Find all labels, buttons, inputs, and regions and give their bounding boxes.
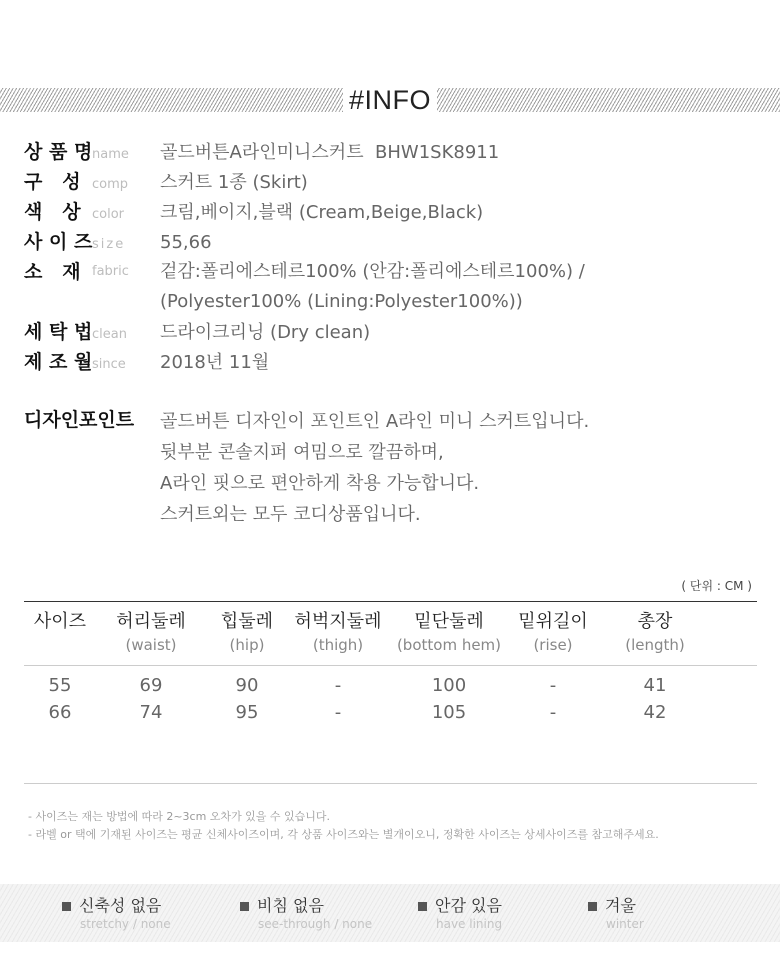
feature-stretch	[62, 896, 171, 932]
table-cell: 90	[235, 675, 259, 696]
table-cell: 74	[139, 702, 163, 723]
table-cell: 42	[643, 702, 667, 723]
design-point-line: 골드버튼 디자인이 포인트인 A라인 미니 스커트입니다.	[160, 411, 590, 432]
size-table-header	[24, 602, 757, 666]
feature-band	[0, 884, 780, 942]
design-point	[24, 406, 589, 530]
info-value: 2018년 11월	[160, 352, 270, 373]
table-row	[24, 672, 757, 699]
header-sublabel: (bottom hem)	[396, 636, 502, 654]
header-sublabel: (waist)	[125, 636, 177, 654]
table-cell: 105	[431, 702, 467, 723]
header-sublabel: (length)	[625, 636, 685, 654]
table-cell: 41	[643, 675, 667, 696]
header-label: 허리둘레	[116, 611, 186, 632]
info-value: 55,66	[160, 232, 212, 253]
table-cell: 55	[48, 675, 72, 696]
info-value: 골드버튼A라인미니스커트 BHW1SK8911	[160, 142, 500, 163]
design-point-line: A라인 핏으로 편안하게 착용 가능합니다.	[160, 473, 480, 494]
header-cell-thigh	[288, 602, 388, 665]
feature-see-through	[240, 896, 372, 932]
info-value-block	[160, 257, 585, 317]
table-cell: 66	[48, 702, 72, 723]
square-bullet-icon	[240, 902, 249, 911]
table-cell: -	[549, 675, 557, 696]
note-line: - 사이즈는 재는 방법에 따라 2~3cm 오차가 있을 수 있습니다.	[28, 810, 331, 823]
feature-label: 신축성 없음	[79, 896, 162, 915]
table-cell: 100	[431, 675, 467, 696]
square-bullet-icon	[588, 902, 597, 911]
info-value: 스커트 1종 (Skirt)	[160, 172, 308, 193]
unit-label: ( 단위 : CM )	[681, 579, 752, 593]
feature-label: 안감 있음	[435, 896, 502, 915]
table-cell: -	[334, 675, 342, 696]
header-cell-length	[596, 602, 714, 665]
size-table-body	[24, 666, 757, 784]
info-sublabel: clean	[92, 327, 127, 342]
square-bullet-icon	[62, 902, 71, 911]
info-row-color	[24, 197, 764, 227]
square-bullet-icon	[418, 902, 427, 911]
header-label: 밑위길이	[518, 611, 588, 632]
design-point-label: 디자인포인트	[24, 409, 135, 431]
info-sublabel: fabric	[92, 264, 129, 279]
header-cell-size	[24, 602, 96, 665]
info-row-clean	[24, 317, 764, 347]
section-title: #INFO	[343, 84, 437, 116]
table-cell: -	[334, 702, 342, 723]
info-row-size	[24, 227, 764, 257]
info-label: 소 재	[24, 261, 81, 283]
header-label: 허벅지둘레	[294, 611, 382, 632]
header-cell-bottom-hem	[388, 602, 510, 665]
table-row	[24, 699, 757, 726]
info-sublabel: size	[92, 237, 126, 252]
info-label: 색 상	[24, 201, 81, 223]
info-value-line2: (Polyester100% (Lining:Polyester100%))	[160, 291, 523, 312]
table-cell: 69	[139, 675, 163, 696]
design-point-text	[160, 406, 589, 530]
header-cell-rise	[510, 602, 596, 665]
feature-sublabel: have lining	[436, 917, 503, 931]
header-cell-hip	[206, 602, 288, 665]
header-label: 사이즈	[33, 611, 87, 632]
feature-sublabel: stretchy / none	[80, 917, 171, 931]
header-cell-waist	[96, 602, 206, 665]
feature-season	[588, 896, 644, 932]
info-label: 제 조 월	[24, 351, 93, 373]
feature-lining	[418, 896, 502, 932]
size-table	[24, 601, 757, 784]
feature-label: 겨울	[605, 896, 636, 915]
header-sublabel: (hip)	[229, 636, 265, 654]
product-info-list	[24, 137, 764, 377]
feature-sublabel: see-through / none	[258, 917, 373, 931]
info-value: 크림,베이지,블랙 (Cream,Beige,Black)	[160, 202, 484, 223]
header-label: 힙둘레	[220, 611, 274, 632]
info-label: 세 탁 법	[24, 321, 93, 343]
header-sublabel: (rise)	[533, 636, 573, 654]
design-point-line: 뒷부분 콘솔지퍼 여밈으로 깔끔하며,	[160, 442, 444, 463]
info-sublabel: name	[92, 147, 129, 162]
info-row-since	[24, 347, 764, 377]
note-line: - 라벨 or 택에 기재된 사이즈는 평균 신체사이즈이며, 각 상품 사이즈와는 별개이오니, 정확한 사이즈는 상세사이즈를 참고해주세요.	[28, 828, 659, 841]
info-label: 구 성	[24, 171, 81, 193]
info-label: 사 이 즈	[24, 231, 93, 253]
info-row-name	[24, 137, 764, 167]
info-label: 상 품 명	[24, 141, 93, 163]
design-point-line: 스커트외는 모두 코디상품입니다.	[160, 504, 421, 525]
feature-label: 비침 없음	[257, 896, 324, 915]
section-header	[0, 84, 780, 116]
header-label: 총장	[637, 611, 673, 632]
info-row-comp	[24, 167, 764, 197]
info-sublabel: since	[92, 357, 126, 372]
info-sublabel: color	[92, 207, 125, 222]
header-label: 밑단둘레	[414, 611, 484, 632]
table-cell: -	[549, 702, 557, 723]
info-row-fabric	[24, 257, 764, 317]
info-value: 드라이크리닝 (Dry clean)	[160, 322, 371, 343]
info-sublabel: comp	[92, 177, 129, 192]
table-cell: 95	[235, 702, 259, 723]
feature-sublabel: winter	[606, 917, 644, 931]
header-sublabel: (thigh)	[312, 636, 364, 654]
info-value: 겉감:폴리에스테르100% (안감:폴리에스테르100%) /	[160, 261, 585, 282]
size-notes	[28, 808, 659, 844]
